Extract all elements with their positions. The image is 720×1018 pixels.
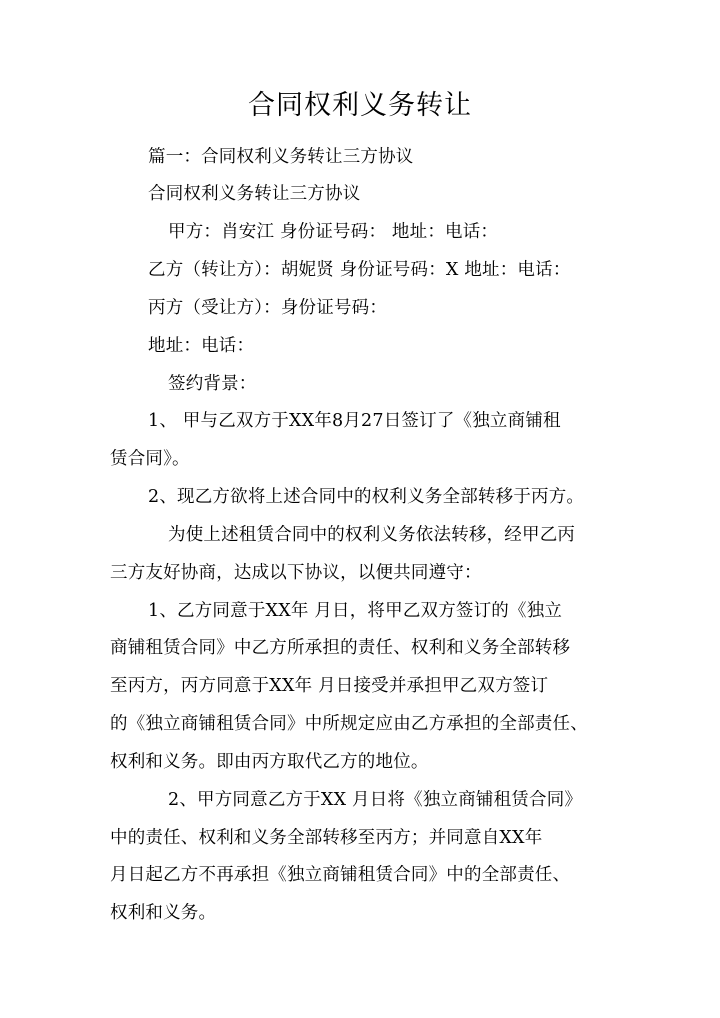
preamble-line-1: 为使上述租赁合同中的权利义务依法转移，经甲乙丙 xyxy=(168,525,576,545)
clause-2-line-4: 权利和义务。 xyxy=(110,903,217,923)
clause-1-line-1: 1、乙方同意于XX年 月日，将甲乙双方签订的《独立 xyxy=(148,601,563,621)
party-b-line: 乙方（转让方）：胡妮贤 身份证号码：X 地址：电话： xyxy=(148,260,571,280)
clause-1-line-5: 权利和义务。即由丙方取代乙方的地位。 xyxy=(110,752,429,772)
clause-2-line-3: 月日起乙方不再承担《独立商铺租赁合同》中的全部责任、 xyxy=(110,865,571,885)
clause-2-line-2: 中的责任、权利和义务全部转移至丙方；并同意自XX年 xyxy=(110,828,543,848)
party-c-line: 丙方（受让方）：身份证号码： xyxy=(148,298,388,318)
background-item-2: 2、现乙方欲将上述合同中的权利义务全部转移于丙方。 xyxy=(148,487,585,507)
background-heading: 签约背景： xyxy=(168,374,257,394)
party-c-address-line: 地址：电话： xyxy=(148,336,255,356)
background-item-1: 1、 甲与乙双方于XX年8月27日签订了《独立商铺租 xyxy=(148,411,561,431)
party-a-line: 甲方：肖安江 身份证号码： 地址：电话： xyxy=(168,222,499,242)
clause-1-line-2: 商铺租赁合同》中乙方所承担的责任、权利和义务全部转移 xyxy=(110,638,571,658)
preamble-line-2: 三方友好协商，达成以下协议，以便共同遵守： xyxy=(110,563,482,583)
clause-1-line-4: 的《独立商铺租赁合同》中所规定应由乙方承担的全部责任、 xyxy=(110,714,588,734)
background-item-1-cont: 赁合同》。 xyxy=(110,449,190,469)
document-title: 合同权利义务转让 xyxy=(248,90,472,121)
clause-2-line-1: 2、甲方同意乙方于XX 月日将《独立商铺租赁合同》 xyxy=(168,790,583,810)
clause-1-line-3: 至丙方，丙方同意于XX年 月日接受并承担甲乙双方签订 xyxy=(110,676,549,696)
section-heading: 篇一：合同权利义务转让三方协议 xyxy=(148,147,414,167)
agreement-title: 合同权利义务转让三方协议 xyxy=(148,184,361,204)
